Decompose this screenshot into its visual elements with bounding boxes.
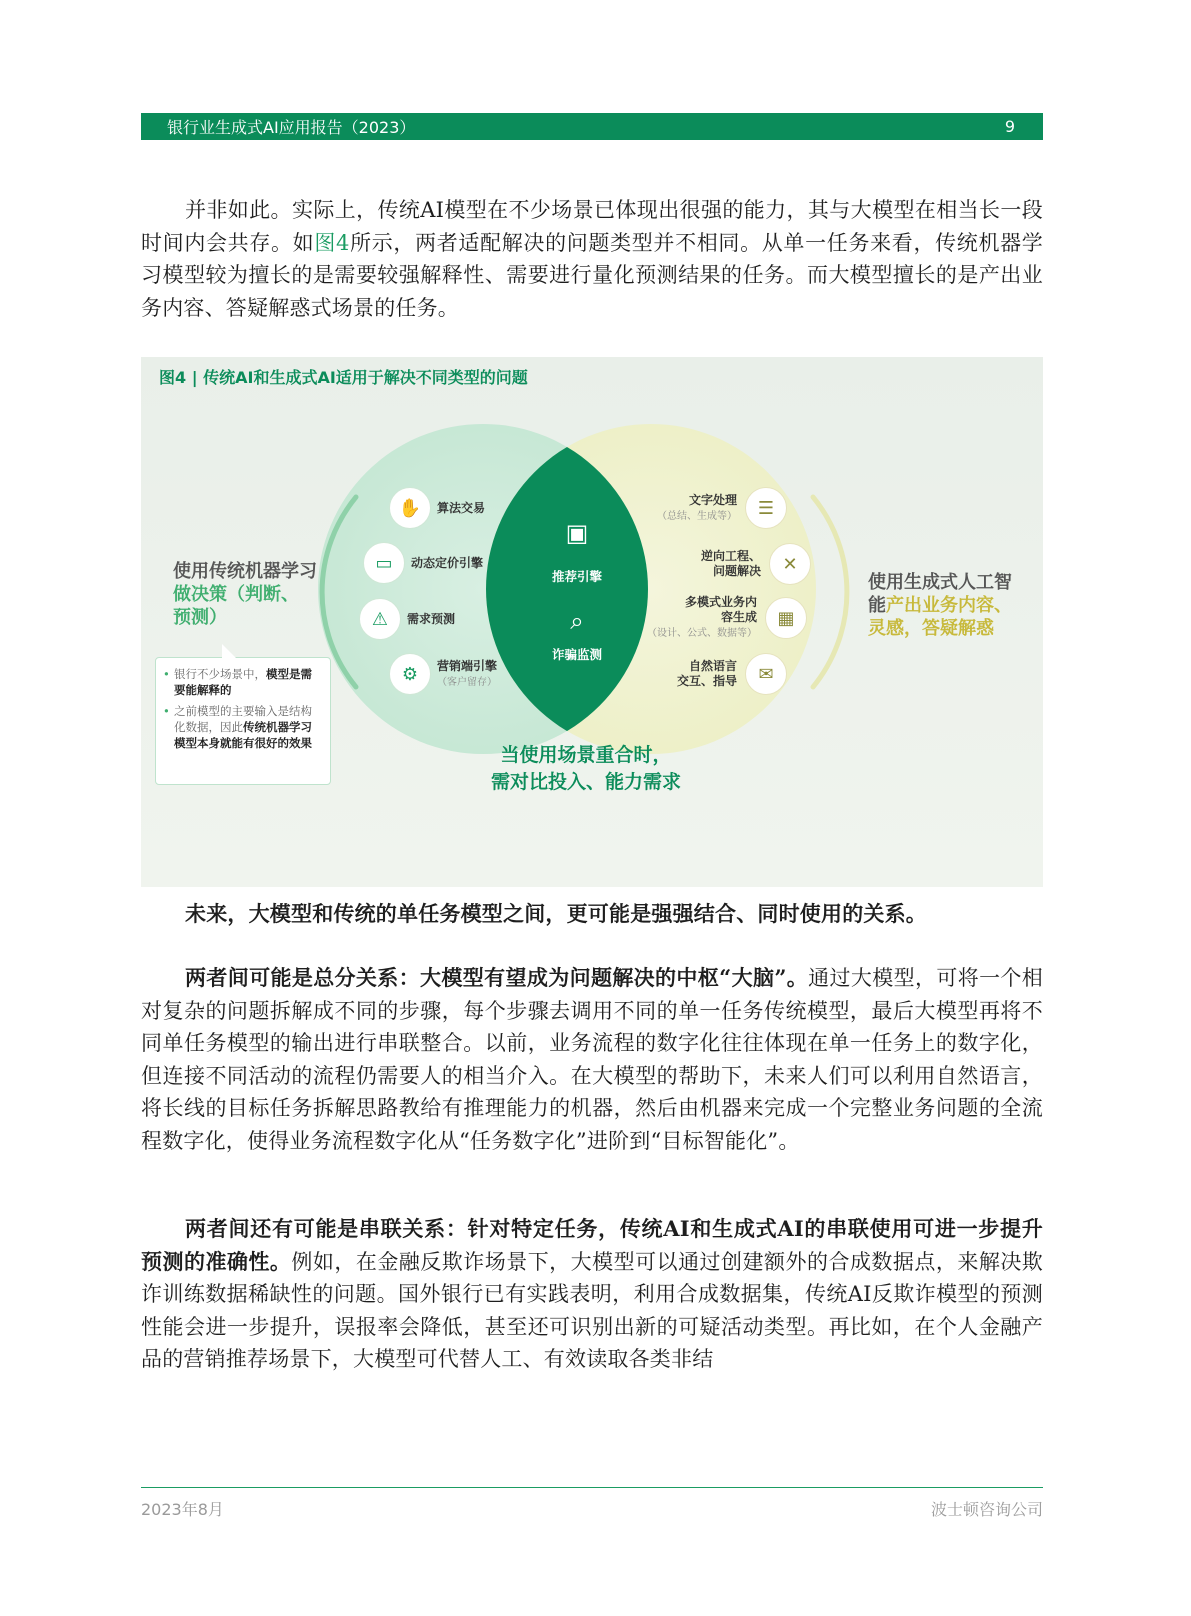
item-label: 需求预测 bbox=[407, 611, 456, 626]
note-item bbox=[174, 703, 322, 751]
figure-4 bbox=[141, 357, 1043, 887]
intro-text-2: 所示，两者适配解决的问题类型并不相同。从单一任务来看，传统机器学习模型较为擅长的是需要较强解释性、需要进行量化预测结果的任务。而大模型擅长的是产出业务内容、答疑解惑式场景的任务。 bbox=[141, 230, 1043, 320]
paragraph-future bbox=[141, 898, 1043, 931]
overlap-caption bbox=[461, 742, 711, 796]
note-text: 之前模型的主要输入是结构化数据，因此 bbox=[174, 704, 312, 734]
item-label bbox=[657, 493, 737, 524]
footer-date: 2023年8月 bbox=[141, 1500, 224, 1519]
right-arc bbox=[813, 497, 847, 687]
item-sub: （总结、生成等） bbox=[657, 510, 737, 522]
paragraph-hierarchical bbox=[141, 962, 1043, 1157]
item-sub: （设计、公式、数据等） bbox=[647, 628, 757, 639]
left-item-dynamic-pricing bbox=[363, 542, 483, 584]
right-item-natural-language bbox=[617, 653, 787, 695]
right-label-accent: 产出业务内容、灵感，答疑解惑 bbox=[868, 595, 1012, 639]
tools-icon: ✕ bbox=[769, 543, 811, 585]
item-label: 动态定价引擎 bbox=[411, 555, 484, 570]
item-label-main: 自然语言 bbox=[688, 659, 737, 673]
paragraph-hierarchical-bold: 两者间可能是总分关系：大模型有望成为问题解决的中枢“大脑”。 bbox=[185, 965, 809, 990]
fraud-search-icon: ⌕ bbox=[570, 607, 584, 635]
warning-icon: ⚠ bbox=[359, 598, 401, 640]
paragraph-serial-bold: 两者间还有可能是串联关系：针对特定任务，传统AI和生成式AI的串联使用可进一步提升预测的准确性。 bbox=[141, 1216, 1043, 1274]
right-label-prefix: 能 bbox=[868, 595, 886, 616]
clipboard-icon: ☰ bbox=[745, 487, 787, 529]
item-label-main: 逆向工程、 bbox=[700, 549, 761, 563]
report-title: 银行业生成式AI应用报告（2023） bbox=[167, 118, 416, 137]
intro-text-1: 并非如此。实际上，传统AI模型在不少场景已体现出很强的能力，其与大模型在相当长一段时间内会共存。如 bbox=[141, 198, 1043, 255]
left-label-accent2: 预测） bbox=[173, 607, 227, 628]
overlap-caption-line1: 当使用场景重合时， bbox=[500, 744, 672, 766]
item-label bbox=[647, 595, 757, 641]
item-label bbox=[437, 659, 497, 690]
item-label-main: 文字处理 bbox=[688, 492, 737, 507]
footer-org: 波士顿咨询公司 bbox=[930, 1500, 1043, 1519]
left-item-marketing-engine bbox=[389, 653, 497, 695]
chip-icon: ▣ bbox=[565, 519, 589, 547]
handshake-icon: ✋ bbox=[389, 487, 431, 529]
right-item-reverse-engineering bbox=[641, 543, 811, 585]
left-label bbox=[173, 560, 317, 629]
figure-ref-link[interactable]: 图4 bbox=[314, 230, 350, 255]
item-label bbox=[701, 549, 761, 579]
right-item-multimodal bbox=[631, 595, 807, 641]
paragraph-serial bbox=[141, 1213, 1043, 1376]
center-label-fraud: 诈骗监测 bbox=[551, 647, 602, 662]
note-text: 银行不少场景中， bbox=[174, 667, 266, 681]
left-label-accent1: 做决策（判断、 bbox=[173, 584, 299, 605]
item-label-line2: 问题解决 bbox=[712, 564, 761, 578]
figure-title: 图4 | 传统AI和生成式AI适用于解决不同类型的问题 bbox=[159, 368, 528, 387]
intro-paragraph bbox=[141, 194, 1043, 324]
footer-divider bbox=[141, 1487, 1043, 1488]
paragraph-hierarchical-text: 通过大模型，可将一个相对复杂的问题拆解成不同的步骤，每个步骤去调用不同的单一任务传统模型，最后大模型再将不同单任务模型的输出进行串联整合。以前，业务流程的数字化往往体现在单一任务上的数字化，但连接不同活动的流程仍需要人的相当介入。在大模型的帮助下，未来人们可以利用自然语言，将长线的目标任务拆解思路教给有推理能力的机器，然后由机器来完成一个完整业务问题的全流程数字化，使得业务流程数字化从“任务数字化”进阶到“目标智能化”。 bbox=[141, 966, 1043, 1153]
item-label-main: 营销端引擎 bbox=[437, 658, 498, 673]
chat-icon: ✉ bbox=[745, 653, 787, 695]
left-item-demand-forecast bbox=[359, 598, 455, 640]
right-label-line1: 使用生成式人工智 bbox=[868, 572, 1012, 593]
left-item-algo-trading bbox=[389, 487, 485, 529]
note-item bbox=[174, 666, 322, 698]
item-sub: （客户留存） bbox=[437, 676, 497, 688]
page-number: 9 bbox=[1004, 117, 1015, 136]
note-box bbox=[155, 657, 331, 785]
item-label-main: 多模式业务内 bbox=[684, 595, 757, 609]
right-item-text-processing bbox=[617, 487, 787, 529]
price-tag-icon: ▭ bbox=[363, 542, 405, 584]
right-label bbox=[868, 571, 1018, 640]
item-label bbox=[677, 659, 737, 689]
network-icon: ⚙ bbox=[389, 653, 431, 695]
qr-code-icon: ▦ bbox=[765, 597, 807, 639]
paragraph-serial-text: 例如，在金融反欺诈场景下，大模型可以通过创建额外的合成数据点，来解决欺诈训练数据稀缺性的问题。国外银行已有实践表明，利用合成数据集，传统AI反欺诈模型的预测性能会进一步提升，误报率会降低，甚至还可识别出新的可疑活动类型。再比如，在个人金融产品的营销推荐场景下，大模型可代替人工、有效读取各类非结 bbox=[141, 1249, 1044, 1371]
item-label-line2: 容生成 bbox=[720, 610, 757, 624]
item-label-line2: 交互、指导 bbox=[676, 674, 737, 688]
paragraph-future-bold: 未来，大模型和传统的单任务模型之间，更可能是强强结合、同时使用的关系。 bbox=[185, 901, 927, 926]
center-label-recommend: 推荐引擎 bbox=[551, 569, 602, 584]
header-bar bbox=[141, 113, 1043, 140]
note-bold: 传统机器学习模型本身就能有很好的效果 bbox=[174, 720, 312, 750]
overlap-caption-line2: 需对比投入、能力需求 bbox=[490, 771, 681, 793]
left-label-line1: 使用传统机器学习 bbox=[173, 561, 317, 582]
item-label: 算法交易 bbox=[437, 500, 486, 515]
note-bold: 模型是需要能解释的 bbox=[174, 667, 312, 697]
